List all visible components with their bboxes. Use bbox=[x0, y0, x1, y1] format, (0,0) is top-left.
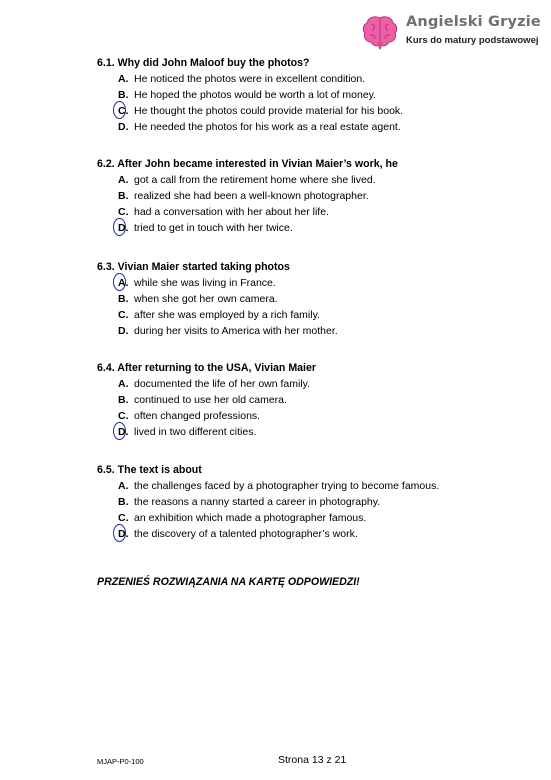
option-letter: D. bbox=[118, 222, 129, 234]
answer-option bbox=[97, 204, 517, 220]
answer-option bbox=[97, 408, 517, 424]
option-letter: A. bbox=[118, 277, 129, 289]
question-prompt: Vivian Maier started taking photos bbox=[117, 261, 290, 273]
brand-logo bbox=[360, 12, 540, 52]
option-letter: A. bbox=[118, 480, 129, 492]
option-text: documented the life of her own family. bbox=[134, 378, 311, 390]
question-block bbox=[97, 361, 517, 440]
question-title bbox=[97, 463, 517, 478]
question-block bbox=[97, 157, 517, 236]
question-prompt: Why did John Maloof buy the photos? bbox=[117, 57, 310, 69]
option-text: an exhibition which made a photographer famous. bbox=[134, 512, 367, 524]
brand-tagline: Kurs do matury podstawowej bbox=[406, 35, 539, 46]
answer-option bbox=[97, 510, 517, 526]
question-block bbox=[97, 463, 517, 542]
option-letter: A. bbox=[118, 378, 129, 390]
answer-option bbox=[97, 494, 517, 510]
option-text: He needed the photos for his work as a real estate agent. bbox=[134, 121, 401, 133]
option-letter: B. bbox=[118, 394, 129, 406]
option-letter: C. bbox=[118, 512, 129, 524]
option-text: He thought the photos could provide material for his book. bbox=[134, 105, 404, 117]
question-number: 6.5. bbox=[97, 464, 115, 476]
option-text: while she was living in France. bbox=[134, 277, 276, 289]
page-number: Strona 13 z 21 bbox=[278, 754, 347, 766]
option-letter: C. bbox=[118, 410, 129, 422]
option-letter: D. bbox=[118, 121, 129, 133]
answer-option bbox=[97, 323, 517, 339]
option-letter: C. bbox=[118, 206, 129, 218]
document-code: MJAP-P0-100 bbox=[97, 757, 144, 766]
option-letter: D. bbox=[118, 426, 129, 438]
option-letter: D. bbox=[118, 528, 129, 540]
option-letter: C. bbox=[118, 105, 129, 117]
question-block bbox=[97, 260, 517, 339]
brain-icon bbox=[360, 12, 400, 52]
option-letter: A. bbox=[118, 174, 129, 186]
answer-option bbox=[97, 307, 517, 323]
question-prompt: The text is about bbox=[117, 464, 202, 476]
option-text: the challenges faced by a photographer trying to become famous. bbox=[134, 480, 440, 492]
answer-option bbox=[97, 526, 517, 542]
question-number: 6.1. bbox=[97, 57, 115, 69]
option-letter: B. bbox=[118, 89, 129, 101]
option-text: got a call from the retirement home where she lived. bbox=[134, 174, 376, 186]
answer-option bbox=[97, 392, 517, 408]
answer-option bbox=[97, 103, 517, 119]
answer-option bbox=[97, 424, 517, 440]
question-number: 6.3. bbox=[97, 261, 115, 273]
question-prompt: After John became interested in Vivian Maier’s work, he bbox=[117, 158, 398, 170]
option-text: during her visits to America with her mother. bbox=[134, 325, 338, 337]
brand-name: Angielski Gryzie bbox=[406, 14, 541, 30]
option-text: He hoped the photos would be worth a lot of money. bbox=[134, 89, 377, 101]
option-letter: B. bbox=[118, 496, 129, 508]
option-letter: B. bbox=[118, 190, 129, 202]
answer-option bbox=[97, 119, 517, 135]
option-text: often changed professions. bbox=[134, 410, 261, 422]
answer-option bbox=[97, 188, 517, 204]
question-prompt: After returning to the USA, Vivian Maier bbox=[117, 362, 316, 374]
transfer-instruction: PRZENIEŚ ROZWIĄZANIA NA KARTĘ ODPOWIEDZI! bbox=[97, 576, 360, 588]
answer-option bbox=[97, 376, 517, 392]
answer-option bbox=[97, 172, 517, 188]
answer-option bbox=[97, 275, 517, 291]
option-letter: A. bbox=[118, 73, 129, 85]
question-number: 6.4. bbox=[97, 362, 115, 374]
answer-option bbox=[97, 478, 517, 494]
question-title bbox=[97, 157, 517, 172]
option-text: realized she had been a well-known photographer. bbox=[134, 190, 369, 202]
answer-option bbox=[97, 291, 517, 307]
question-block bbox=[97, 56, 517, 135]
option-text: after she was employed by a rich family. bbox=[134, 309, 320, 321]
question-title bbox=[97, 260, 517, 275]
option-text: He noticed the photos were in excellent condition. bbox=[134, 73, 366, 85]
question-number: 6.2. bbox=[97, 158, 115, 170]
option-text: had a conversation with her about her life. bbox=[134, 206, 329, 218]
option-text: continued to use her old camera. bbox=[134, 394, 287, 406]
question-title bbox=[97, 56, 517, 71]
option-text: tried to get in touch with her twice. bbox=[134, 222, 293, 234]
option-letter: D. bbox=[118, 325, 129, 337]
option-letter: C. bbox=[118, 309, 129, 321]
option-text: when she got her own camera. bbox=[134, 293, 278, 305]
option-letter: B. bbox=[118, 293, 129, 305]
option-text: lived in two different cities. bbox=[134, 426, 257, 438]
option-text: the discovery of a talented photographer’s work. bbox=[134, 528, 358, 540]
question-title bbox=[97, 361, 517, 376]
option-text: the reasons a nanny started a career in photography. bbox=[134, 496, 381, 508]
answer-option bbox=[97, 71, 517, 87]
answer-option bbox=[97, 87, 517, 103]
answer-option bbox=[97, 220, 517, 236]
